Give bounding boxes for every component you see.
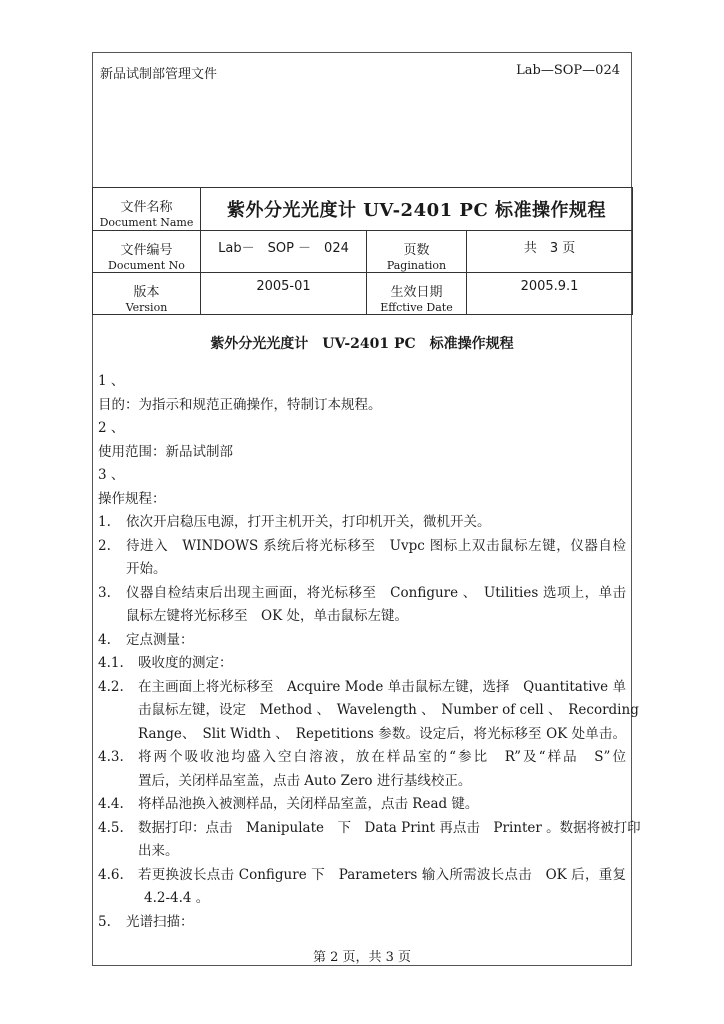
pagination-label-en: Pagination: [386, 259, 447, 272]
item-text: 光谱扫描：: [126, 913, 194, 930]
page-footer: 第 2 页，共 3 页: [312, 950, 412, 965]
item-number: 3.: [98, 584, 111, 601]
item-number: 4.5.: [98, 819, 124, 836]
list-item: [98, 535, 626, 559]
effective-date-label-en: Effctive Date: [380, 301, 453, 314]
doc-name-label-en: Document Name: [99, 216, 194, 229]
item-text-continued: 置后，关闭样品室盖，点击 Auto Zero 进行基线校正。: [138, 772, 472, 789]
section-1-heading: 1 、: [98, 373, 125, 389]
version-label: 版本: [133, 285, 160, 300]
list-item: [98, 746, 626, 770]
effective-date-label-cell: [367, 273, 467, 315]
pagination-label-cell: [367, 231, 467, 273]
list-item: [98, 864, 626, 888]
item-text-continued: 4.2-4.4 。: [144, 890, 210, 906]
item-text: 将样品池换入被测样品，关闭样品室盖，点击 Read 键。: [138, 796, 479, 812]
item-text: 若更换波长点击 Configure 下 Parameters 输入所需波长点击 OK 后，重复: [138, 866, 626, 883]
item-text-line: 击鼠标左键，设定 Method 、 Wavelength 、 Number of cell 、 Recording: [138, 702, 639, 718]
list-item: [98, 629, 626, 653]
section-3-heading: 3 、: [98, 467, 125, 483]
item-number: 4.: [98, 631, 111, 648]
purpose-text: 目的：为指示和规范正确操作，特制订本规程。: [98, 396, 382, 413]
pagination-value: 共 3 页: [523, 241, 576, 256]
list-item: [98, 582, 626, 606]
item-text-line: Range、 Slit Width 、 Repetitions 参数。设定后，将光标移至 OK 处单击。: [138, 725, 626, 742]
item-text: 仪器自检结束后出现主画面，将光标移至 Configure 、 Utilities 选项上，单击: [126, 584, 626, 601]
item-text-continued: 出来。: [138, 843, 179, 859]
doc-name-label: 文件名称: [120, 200, 173, 215]
item-text: 在主画面上将光标移至 Acquire Mode 单击鼠标左键，选择 Quantitative 单: [138, 678, 626, 695]
item-text-continued: [98, 723, 626, 747]
doc-no-value-cell: [201, 231, 367, 273]
effective-date-value: 2005.9.1: [520, 279, 579, 294]
item-text: 待进入 WINDOWS 系统后将光标移至 Uvpc 图标上双击鼠标左键，仪器自检: [126, 537, 626, 554]
document-body: [98, 370, 641, 934]
doc-no-label-cell: [93, 231, 201, 273]
list-item: [98, 911, 626, 935]
doc-no-label: 文件编号: [120, 243, 173, 258]
item-text-continued: 开始。: [126, 561, 167, 577]
item-text-continued: [98, 699, 639, 723]
item-number: 4.6.: [98, 866, 124, 883]
doc-no-value: Lab－ SOP － 024: [218, 241, 349, 256]
section-title: 紫外分光光度计 UV-2401 PC 标准操作规程: [210, 336, 514, 352]
version-label-cell: [93, 273, 201, 315]
scope-text: 使用范围：新品试制部: [98, 443, 233, 460]
item-text: 将两个吸收池均盛入空白溶液，放在样品室的“参比 R”及“样品 S”位: [138, 749, 626, 765]
header-doc-code: Lab—SOP—024: [516, 63, 620, 78]
item-number: 5.: [98, 913, 111, 930]
item-text-continued: 鼠标左键将光标移至 OK 处，单击鼠标左键。: [126, 608, 408, 624]
item-number: 4.1.: [98, 655, 124, 671]
item-number: 4.4.: [98, 796, 124, 812]
doc-no-label-en: Document No: [108, 259, 185, 272]
version-label-en: Version: [125, 301, 168, 314]
list-item: [98, 793, 626, 817]
item-number: 2.: [98, 537, 111, 554]
document-title: 紫外分光光度计 UV-2401 PC 标准操作规程: [201, 188, 633, 231]
effective-date-label: 生效日期: [390, 285, 443, 300]
item-text: 数据打印：点击 Manipulate 下 Data Print 再点击 Printer 。数据将被打印: [138, 819, 641, 836]
list-item: [98, 817, 641, 841]
item-text: 定点测量：: [126, 631, 194, 648]
effective-date-value-cell: [467, 273, 633, 315]
list-item: [98, 652, 626, 676]
doc-name-label-cell: [93, 188, 201, 231]
list-item: [98, 511, 626, 535]
version-value: 2005-01: [256, 279, 311, 294]
version-value-cell: [201, 273, 367, 315]
section-2-heading: 2 、: [98, 420, 125, 436]
item-number: 4.2.: [98, 678, 124, 695]
header-department: 新品试制部管理文件: [100, 67, 218, 82]
item-number: 4.3.: [98, 749, 124, 765]
document-info-table: [92, 187, 633, 315]
item-number: 1.: [98, 514, 111, 530]
list-item: [98, 676, 626, 700]
pagination-value-cell: [467, 231, 633, 273]
item-text: 吸收度的测定：: [138, 655, 233, 671]
pagination-label: 页数: [403, 243, 430, 258]
item-text: 依次开启稳压电源，打开主机开关，打印机开关，微机开关。: [126, 514, 491, 530]
procedure-heading: 操作规程：: [98, 490, 166, 507]
